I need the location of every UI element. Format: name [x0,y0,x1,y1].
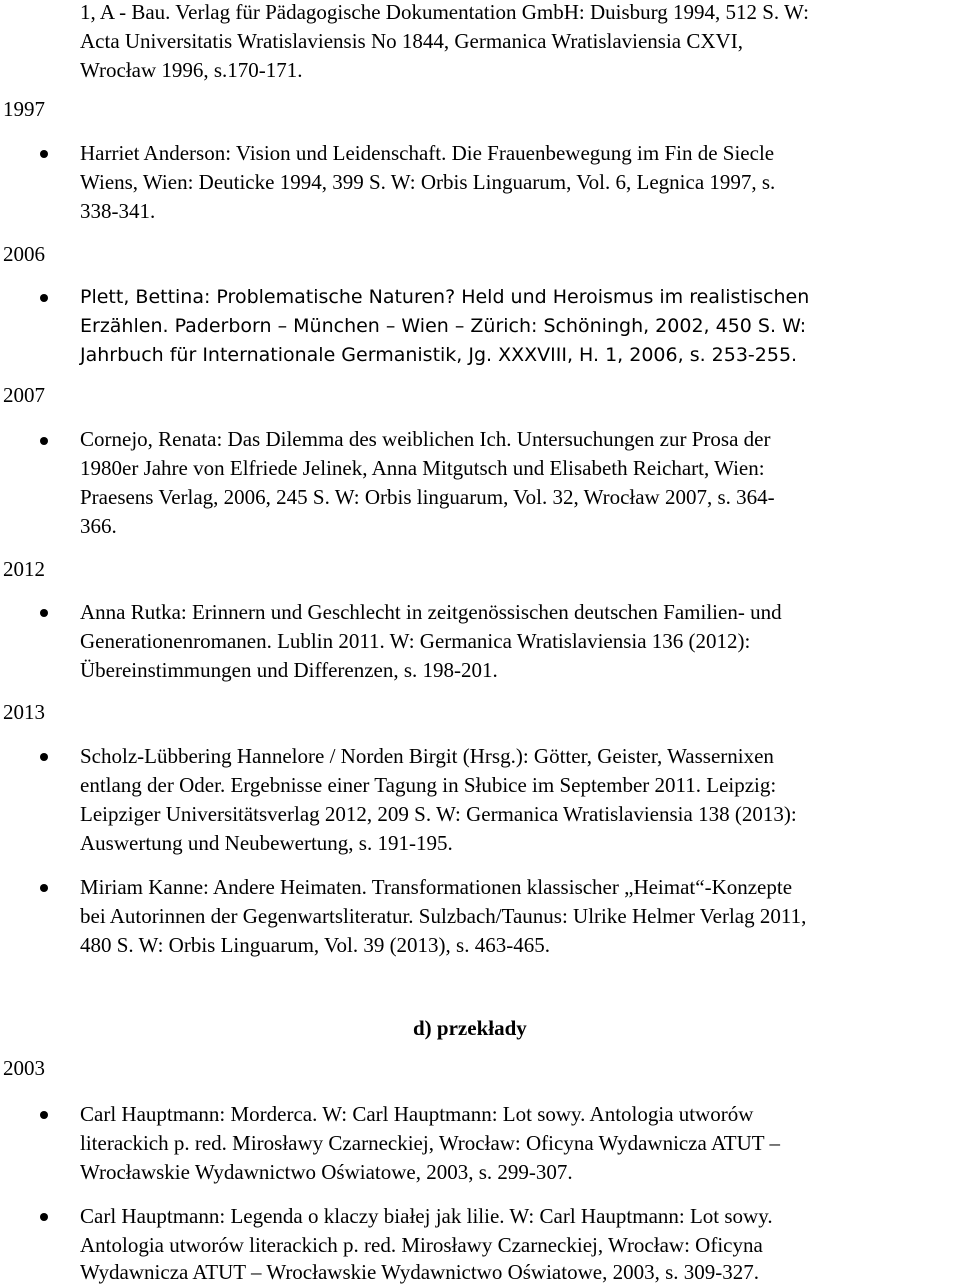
year-label: 1997 [3,97,45,121]
section-heading: d) przekłady [413,1016,527,1040]
entry-line: Carl Hauptmann: Morderca. W: Carl Hauptmann: Lot sowy. Antologia utworów [80,1102,754,1126]
bullet-icon [40,884,48,892]
entry-line: Übereinstimmungen und Differenzen, s. 198-201. [80,658,498,682]
bullet-icon [40,609,48,617]
bullet-icon [40,150,48,158]
bullet-icon [40,1111,48,1119]
entry-line: Jahrbuch für Internationale Germanistik, Jg. XXXVIII, H. 1, 2006, s. 253-255. [80,344,798,366]
entry-line: literackich p. red. Mirosławy Czarneckiej, Wrocław: Oficyna Wydawnicza ATUT – [80,1131,780,1155]
bullet-icon [40,437,48,445]
intro-line: Acta Universitatis Wratislaviensis No 1844, Germanica Wratislaviensia CXVI, [80,29,743,53]
entry-line: Erzählen. Paderborn – München – Wien – Zürich: Schöningh, 2002, 450 S. W: [80,315,807,337]
year-label: 2007 [3,383,45,407]
intro-line: 1, A - Bau. Verlag für Pädagogische Dokumentation GmbH: Duisburg 1994, 512 S. W: [80,0,809,24]
entry-line: Harriet Anderson: Vision und Leidenschaft. Die Frauenbewegung im Fin de Siecle [80,141,775,165]
entry-line: Wiens, Wien: Deuticke 1994, 399 S. W: Orbis Linguarum, Vol. 6, Legnica 1997, s. [80,170,776,194]
entry-line: Antologia utworów literackich p. red. Mirosławy Czarneckiej, Wrocław: Oficyna [80,1233,763,1257]
year-label: 2013 [3,700,45,724]
entry-line: 366. [80,514,117,538]
entry-line: Carl Hauptmann: Legenda o klaczy białej jak lilie. W: Carl Hauptmann: Lot sowy. [80,1204,773,1228]
entry-line: Plett, Bettina: Problematische Naturen? Held und Heroismus im realistischen [80,286,810,308]
entry-line: 480 S. W: Orbis Linguarum, Vol. 39 (2013), s. 463-465. [80,933,550,957]
entry-line: bei Autorinnen der Gegenwartsliteratur. Sulzbach/Taunus: Ulrike Helmer Verlag 2011, [80,904,807,928]
year-label: 2003 [3,1056,45,1080]
entry-line: Cornejo, Renata: Das Dilemma des weiblichen Ich. Untersuchungen zur Prosa der [80,427,771,451]
entry-line: 338-341. [80,199,156,223]
entry-line: Auswertung und Neubewertung, s. 191-195. [80,831,453,855]
bullet-icon [40,753,48,761]
year-label: 2006 [3,242,45,266]
bullet-icon [40,294,48,302]
entry-line: Miriam Kanne: Andere Heimaten. Transformationen klassischer „Heimat“-Konzepte [80,875,793,899]
entry-line: entlang der Oder. Ergebnisse einer Tagung in Słubice im September 2011. Leipzig: [80,773,777,797]
bullet-icon [40,1213,48,1221]
entry-line: 1980er Jahre von Elfriede Jelinek, Anna Mitgutsch und Elisabeth Reichart, Wien: [80,456,765,480]
entry-line: Praesens Verlag, 2006, 245 S. W: Orbis linguarum, Vol. 32, Wrocław 2007, s. 364- [80,485,775,509]
entry-line: Leipziger Universitätsverlag 2012, 209 S. W: Germanica Wratislaviensia 138 (2013): [80,802,797,826]
entry-line: Scholz-Lübbering Hannelore / Norden Birgit (Hrsg.): Götter, Geister, Wassernixen [80,744,774,768]
year-label: 2012 [3,557,45,581]
entry-line: Generationenromanen. Lublin 2011. W: Germanica Wratislaviensia 136 (2012): [80,629,751,653]
entry-line: Wrocławskie Wydawnictwo Oświatowe, 2003, s. 299-307. [80,1160,573,1184]
entry-line: Wydawnicza ATUT – Wrocławskie Wydawnictwo Oświatowe, 2003, s. 309-327. [80,1260,759,1284]
intro-line: Wrocław 1996, s.170-171. [80,58,303,82]
entry-line: Anna Rutka: Erinnern und Geschlecht in zeitgenössischen deutschen Familien- und [80,600,782,624]
